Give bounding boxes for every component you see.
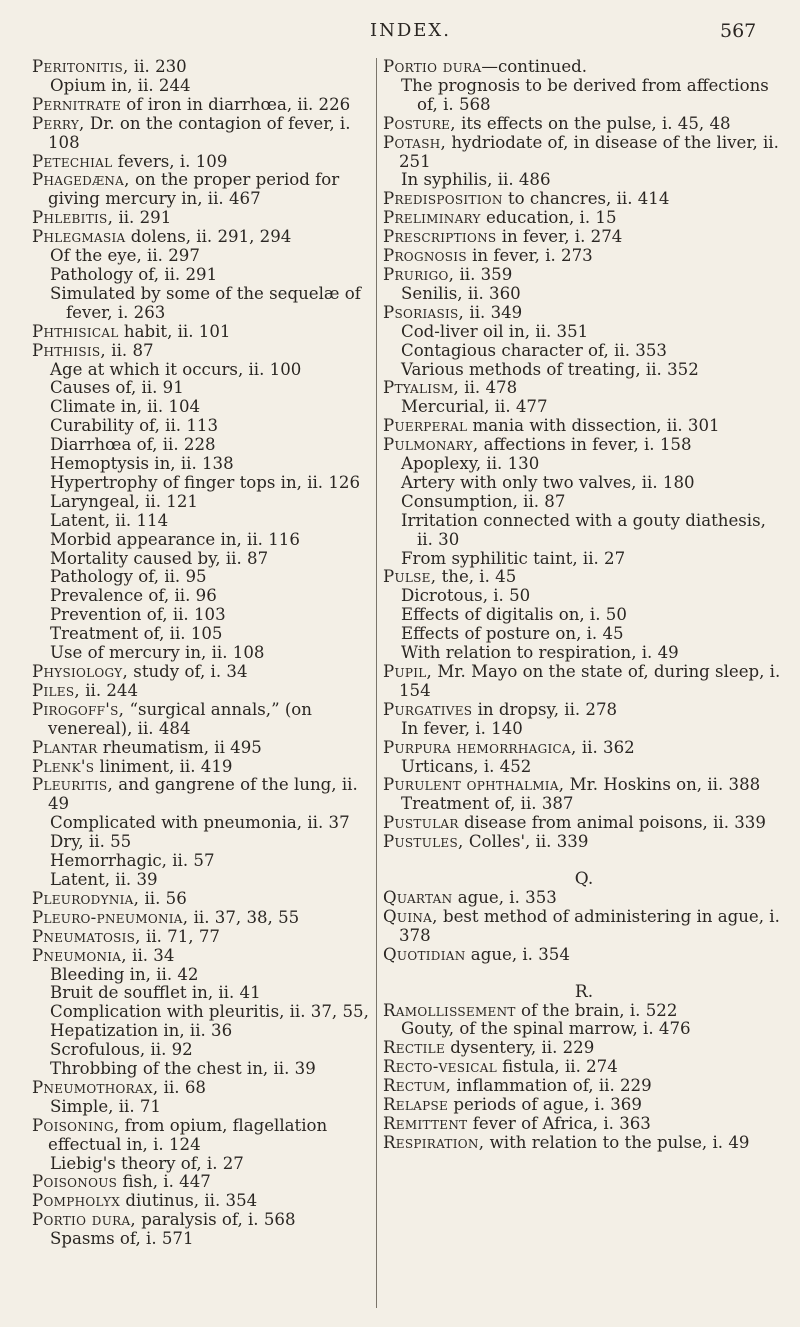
entry-heading: Psoriasis, <box>383 302 465 322</box>
index-entry <box>383 1096 785 1115</box>
index-subentry <box>32 266 376 285</box>
entry-text: ii. 71, 77 <box>140 926 220 946</box>
entry-text: diutinus, ii. 354 <box>120 1191 258 1211</box>
index-subentry <box>32 966 376 985</box>
entry-text: ii. 478 <box>459 378 518 398</box>
index-subentry <box>383 644 785 663</box>
index-entry <box>32 682 376 701</box>
entry-text: to chancres, ii. 414 <box>502 189 670 209</box>
entry-heading: Respiration, <box>383 1132 485 1152</box>
entry-text: Bleeding in, ii. 42 <box>50 964 199 984</box>
entry-heading: Pleuritis, <box>32 775 114 795</box>
index-entry <box>32 739 376 758</box>
index-entry <box>383 115 785 134</box>
index-subentry <box>383 77 785 115</box>
entry-text: in fever, i. 274 <box>496 227 623 247</box>
entry-text: paralysis of, i. 568 <box>136 1210 296 1230</box>
index-entry <box>383 814 785 833</box>
page-number: 567 <box>720 20 757 42</box>
entry-text: ague, i. 353 <box>452 887 557 907</box>
index-entry <box>383 1115 785 1134</box>
index-entry <box>32 1192 376 1211</box>
entry-text: Complicated with pneumonia, ii. 37 <box>50 813 350 833</box>
entry-text: Morbid appearance in, ii. 116 <box>50 529 300 549</box>
index-subentry <box>32 568 376 587</box>
entry-text: inflammation of, ii. 229 <box>451 1076 652 1096</box>
entry-text: Climate in, ii. 104 <box>50 397 201 417</box>
entry-text: ague, i. 354 <box>465 944 570 964</box>
entry-text: —continued. <box>481 57 588 76</box>
index-subentry <box>383 285 785 304</box>
index-subentry <box>383 758 785 777</box>
index-entry <box>383 908 785 946</box>
entry-text: fever of Africa, i. 363 <box>467 1113 651 1133</box>
index-subentry <box>32 379 376 398</box>
entry-text: from opium, flagellation effectual in, i. 124 <box>48 1115 328 1154</box>
index-entry <box>383 946 785 965</box>
page-header <box>0 20 800 60</box>
entry-text: mania with dissection, ii. 301 <box>467 416 720 436</box>
entry-heading: Purpura hemorrhagica, <box>383 737 577 757</box>
index-entry <box>383 304 785 323</box>
index-entry <box>383 1058 785 1077</box>
entry-text: Senilis, ii. 360 <box>401 283 521 303</box>
entry-heading: Petechial <box>32 151 113 171</box>
entry-heading: Rectum, <box>383 1076 452 1096</box>
index-entry <box>32 909 376 928</box>
entry-text: Diarrhœa of, ii. 228 <box>50 435 216 455</box>
index-entry <box>32 947 376 966</box>
index-subentry <box>383 625 785 644</box>
index-subentry <box>383 587 785 606</box>
index-subentry <box>32 1098 376 1117</box>
index-entry <box>383 776 785 795</box>
entry-text: Pathology of, ii. 291 <box>50 264 218 284</box>
index-subentry <box>32 1041 376 1060</box>
entry-heading: Phthisis, <box>32 340 106 360</box>
entry-text: Spasms of, i. 571 <box>50 1229 194 1249</box>
running-title: INDEX. <box>370 20 451 41</box>
entry-heading: Portio dura, <box>32 1210 136 1230</box>
index-subentry <box>32 455 376 474</box>
index-entry <box>383 190 785 209</box>
entry-text: Use of mercury in, ii. 108 <box>50 643 265 663</box>
index-subentry <box>32 247 376 266</box>
entry-text: fish, i. 447 <box>117 1172 211 1192</box>
entry-text: ii. 87 <box>106 340 154 360</box>
index-entry <box>32 323 376 342</box>
entry-heading: Pompholyx <box>32 1191 121 1211</box>
entry-text: education, i. 15 <box>480 208 617 228</box>
index-subentry <box>32 474 376 493</box>
index-subentry <box>32 871 376 890</box>
entry-heading: Quotidian <box>383 944 466 964</box>
entry-heading: Ramollissement <box>383 1000 516 1020</box>
index-entry <box>383 1002 785 1021</box>
entry-text: Prevention of, ii. 103 <box>50 605 226 625</box>
entry-text: Mr. Mayo on the state of, during sleep, i. 154 <box>399 662 781 700</box>
index-subentry <box>32 833 376 852</box>
entry-text: study of, i. 34 <box>128 662 248 681</box>
entry-text: Causes of, ii. 91 <box>50 378 184 398</box>
entry-text: in fever, i. 273 <box>466 246 593 266</box>
index-subentry <box>32 285 376 323</box>
index-entry <box>32 342 376 361</box>
entry-text: Hemoptysis in, ii. 138 <box>50 454 234 474</box>
entry-heading: Pulse, <box>383 567 437 587</box>
entry-heading: Pneumothorax, <box>32 1077 159 1097</box>
entry-text: Dry, ii. 55 <box>50 832 132 852</box>
entry-heading: Piles, <box>32 680 80 700</box>
entry-text: Effects of posture on, i. 45 <box>401 624 624 644</box>
entry-text: Colles', ii. 339 <box>463 832 589 852</box>
index-subentry <box>383 455 785 474</box>
index-entry <box>383 833 785 852</box>
entry-text: Curability of, ii. 113 <box>50 416 218 436</box>
entry-text: Contagious character of, ii. 353 <box>401 340 667 360</box>
entry-text: ii. 37, 38, 55 <box>188 907 300 927</box>
index-subentry <box>383 512 785 550</box>
entry-text: Gouty, of the spinal marrow, i. 476 <box>401 1019 691 1039</box>
entry-heading: Quina, <box>383 906 438 926</box>
entry-text: disease from animal poisons, ii. 339 <box>458 813 766 833</box>
entry-text: Pathology of, ii. 95 <box>50 567 207 587</box>
entry-text: periods of ague, i. 369 <box>448 1095 642 1115</box>
entry-text: Laryngeal, ii. 121 <box>50 491 198 511</box>
entry-text: dolens, ii. 291, 294 <box>125 227 292 247</box>
index-entry <box>383 134 785 172</box>
entry-text: best method of administering in ague, i. 378 <box>399 906 780 945</box>
entry-text: fevers, i. 109 <box>112 151 228 171</box>
index-subentry <box>32 417 376 436</box>
index-entry <box>32 1117 376 1155</box>
index-entry <box>383 417 785 436</box>
entry-text: Consumption, ii. 87 <box>401 491 566 511</box>
entry-text: Artery with only two valves, ii. 180 <box>401 472 695 492</box>
entry-text: Mortality caused by, ii. 87 <box>50 548 269 568</box>
entry-text: ii. 230 <box>128 57 187 76</box>
index-entry <box>383 436 785 455</box>
entry-text: The prognosis to be derived from affections of, i. 568 <box>401 75 769 114</box>
entry-text: liniment, ii. 419 <box>94 756 233 776</box>
entry-text: Mercurial, ii. 477 <box>401 397 548 417</box>
entry-text: Hepatization in, ii. 36 <box>50 1021 233 1041</box>
entry-heading: Phthisical <box>32 321 119 341</box>
index-subentry <box>32 606 376 625</box>
index-subentry <box>32 625 376 644</box>
entry-heading: Pupil, <box>383 662 433 681</box>
index-entry <box>32 96 376 115</box>
section-letter <box>383 983 785 1002</box>
index-subentry <box>383 795 785 814</box>
index-subentry <box>32 1060 376 1079</box>
index-entry <box>32 663 376 682</box>
entry-heading: Pleurodynia, <box>32 888 140 908</box>
entry-heading: Quartan <box>383 887 453 907</box>
entry-text: hydriodate of, in disease of the liver, ii. 251 <box>399 132 779 171</box>
entry-text: Simulated by some of the sequelæ of fever, i. 263 <box>50 283 361 322</box>
entry-text: Urticans, i. 452 <box>401 756 532 776</box>
section-letter-text: R. <box>574 981 594 1002</box>
entry-heading: Pustular <box>383 813 459 833</box>
index-entry <box>383 663 785 701</box>
entry-text: Various methods of treating, ii. 352 <box>401 359 699 379</box>
index-subentry <box>383 493 785 512</box>
entry-text: From syphilitic taint, ii. 27 <box>401 548 626 568</box>
index-subentry <box>383 550 785 569</box>
index-subentry <box>32 531 376 550</box>
index-subentry <box>32 984 376 1003</box>
index-entry <box>32 890 376 909</box>
index-entry <box>383 228 785 247</box>
entry-text: its effects on the pulse, i. 45, 48 <box>455 113 731 133</box>
entry-text: Latent, ii. 114 <box>50 510 169 530</box>
entry-text: on the proper period for giving mercury in, ii. 467 <box>48 170 340 209</box>
entry-heading: Phlegmasia <box>32 227 126 247</box>
index-entry <box>32 115 376 153</box>
entry-heading: Peritonitis, <box>32 57 129 76</box>
entry-heading: Pirogoff's, <box>32 699 125 719</box>
index-entry <box>32 153 376 172</box>
index-subentry <box>383 361 785 380</box>
index-subentry <box>32 814 376 833</box>
entry-text: ii. 359 <box>454 264 513 284</box>
entry-text: Opium in, ii. 244 <box>50 75 191 95</box>
entry-heading: Physiology, <box>32 662 129 681</box>
entry-heading: Pleuro-pneumonia, <box>32 907 189 927</box>
index-entry <box>383 739 785 758</box>
entry-text: the, i. 45 <box>436 567 517 587</box>
index-entry <box>32 58 376 77</box>
entry-text: Hypertrophy of finger tops in, ii. 126 <box>50 472 361 492</box>
entry-text: Liebig's theory of, i. 27 <box>50 1153 244 1173</box>
index-entry <box>32 928 376 947</box>
entry-heading: Perry, <box>32 113 85 133</box>
entry-heading: Relapse <box>383 1095 449 1115</box>
index-entry <box>32 758 376 777</box>
entry-text: Of the eye, ii. 297 <box>50 246 200 266</box>
index-subentry <box>32 644 376 663</box>
index-entry <box>383 889 785 908</box>
entry-text: dysentery, ii. 229 <box>445 1038 595 1058</box>
entry-text: Bruit de soufflet in, ii. 41 <box>50 983 261 1003</box>
index-entry <box>383 266 785 285</box>
entry-text: In fever, i. 140 <box>401 718 523 738</box>
entry-heading: Purgatives <box>383 699 473 719</box>
index-entry <box>383 1077 785 1096</box>
entry-text: Treatment of, ii. 105 <box>50 624 223 644</box>
entry-heading: Phagedæna, <box>32 170 130 190</box>
entry-text: Scrofulous, ii. 92 <box>50 1040 193 1060</box>
index-entry <box>383 379 785 398</box>
entry-text: in dropsy, ii. 278 <box>472 699 618 719</box>
index-subentry <box>383 720 785 739</box>
entry-text: ii. 68 <box>158 1077 206 1097</box>
index-subentry <box>32 398 376 417</box>
entry-text: Apoplexy, ii. 130 <box>401 454 540 474</box>
entry-heading: Prurigo, <box>383 264 455 284</box>
index-subentry <box>32 77 376 96</box>
index-subentry <box>32 436 376 455</box>
index-subentry <box>32 1022 376 1041</box>
index-entry <box>383 247 785 266</box>
index-subentry <box>32 512 376 531</box>
index-subentry <box>32 1155 376 1174</box>
index-entry <box>383 701 785 720</box>
entry-text: with relation to the pulse, i. 49 <box>484 1132 750 1152</box>
entry-heading: Prognosis <box>383 246 467 266</box>
section-letter <box>383 870 785 889</box>
entry-text: and gangrene of the lung, ii. 49 <box>48 775 358 814</box>
entry-text: Cod-liver oil in, ii. 351 <box>401 321 589 341</box>
entry-heading: Posture, <box>383 113 456 133</box>
entry-text: Age at which it occurs, ii. 100 <box>50 359 302 379</box>
entry-text: Irritation connected with a gouty diathesis, ii. 30 <box>401 510 766 549</box>
entry-heading: Poisoning, <box>32 1115 120 1135</box>
entry-text: “surgical annals,” (on venereal), ii. 484 <box>48 699 312 738</box>
index-subentry <box>32 852 376 871</box>
index-entry <box>32 209 376 228</box>
entry-heading: Pneumonia, <box>32 945 127 965</box>
entry-text: fistula, ii. 274 <box>497 1057 618 1077</box>
entry-text: Dicrotous, i. 50 <box>401 586 531 606</box>
entry-heading: Pernitrate <box>32 94 122 114</box>
entry-text: In syphilis, ii. 486 <box>401 170 551 190</box>
entry-text: Hemorrhagic, ii. 57 <box>50 851 215 871</box>
index-subentry <box>383 323 785 342</box>
index-subentry <box>32 493 376 512</box>
index-subentry <box>32 361 376 380</box>
entry-text: Complication with pleuritis, ii. 37, 55, <box>50 1002 369 1022</box>
right-column <box>383 58 785 1153</box>
entry-heading: Purulent ophthalmia, <box>383 775 565 795</box>
entry-heading: Remittent <box>383 1113 468 1133</box>
entry-text: ii. 362 <box>576 737 635 757</box>
index-entry <box>383 1039 785 1058</box>
entry-heading: Predisposition <box>383 189 503 209</box>
entry-heading: Pneumatosis, <box>32 926 141 946</box>
index-subentry <box>32 587 376 606</box>
entry-text: Treatment of, ii. 387 <box>401 794 574 814</box>
entry-text: of iron in diarrhœa, ii. 226 <box>121 94 351 114</box>
index-subentry <box>383 474 785 493</box>
index-subentry <box>383 1020 785 1039</box>
index-entry <box>383 58 785 77</box>
entry-text: Effects of digitalis on, i. 50 <box>401 605 627 625</box>
entry-text: Mr. Hoskins on, ii. 388 <box>564 775 761 795</box>
entry-text: ii. 34 <box>126 945 175 965</box>
index-subentry <box>383 171 785 190</box>
entry-heading: Recto-vesical <box>383 1057 497 1077</box>
index-subentry <box>32 550 376 569</box>
entry-text: Prevalence of, ii. 96 <box>50 586 217 606</box>
entry-text: rheumatism, ii 495 <box>97 737 262 757</box>
index-entry <box>383 209 785 228</box>
index-entry <box>32 1079 376 1098</box>
index-entry <box>32 228 376 247</box>
index-entry <box>32 701 376 739</box>
index-entry <box>32 1211 376 1230</box>
entry-heading: Potash, <box>383 132 447 152</box>
index-subentry <box>383 342 785 361</box>
entry-heading: Poisonous <box>32 1172 118 1192</box>
entry-heading: Phlebitis, <box>32 208 114 228</box>
entry-text: habit, ii. 101 <box>118 321 231 341</box>
entry-text: ii. 291 <box>113 208 172 228</box>
entry-text: Simple, ii. 71 <box>50 1096 161 1116</box>
index-subentry <box>32 1003 376 1022</box>
index-entry <box>383 1134 785 1153</box>
entry-heading: Preliminary <box>383 208 481 228</box>
entry-text: ii. 349 <box>464 302 523 322</box>
entry-text: ii. 56 <box>139 888 187 908</box>
entry-heading: Prescriptions <box>383 227 497 247</box>
entry-heading: Ptyalism, <box>383 378 460 398</box>
left-column <box>32 58 376 1249</box>
entry-heading: Rectile <box>383 1038 446 1058</box>
entry-text: Latent, ii. 39 <box>50 869 158 889</box>
entry-heading: Pustules, <box>383 832 464 852</box>
entry-text: With relation to respiration, i. 49 <box>401 643 679 663</box>
index-entry <box>32 1173 376 1192</box>
entry-text: affections in fever, i. 158 <box>478 435 692 455</box>
index-subentry <box>383 398 785 417</box>
entry-text: of the brain, i. 522 <box>515 1000 678 1020</box>
section-letter-text: Q. <box>574 869 594 890</box>
entry-heading: Portio dura <box>383 57 482 76</box>
index-entry <box>32 171 376 209</box>
entry-text: Dr. on the contagion of fever, i. 108 <box>48 113 351 152</box>
index-subentry <box>383 606 785 625</box>
column-divider <box>376 58 377 1308</box>
entry-heading: Plantar <box>32 737 98 757</box>
entry-heading: Plenk's <box>32 756 95 776</box>
index-entry <box>383 568 785 587</box>
entry-heading: Puerperal <box>383 416 468 436</box>
index-subentry <box>32 1230 376 1249</box>
entry-text: Throbbing of the chest in, ii. 39 <box>50 1059 316 1079</box>
entry-text: ii. 244 <box>79 680 139 700</box>
index-entry <box>32 776 376 814</box>
entry-heading: Pulmonary, <box>383 435 479 455</box>
